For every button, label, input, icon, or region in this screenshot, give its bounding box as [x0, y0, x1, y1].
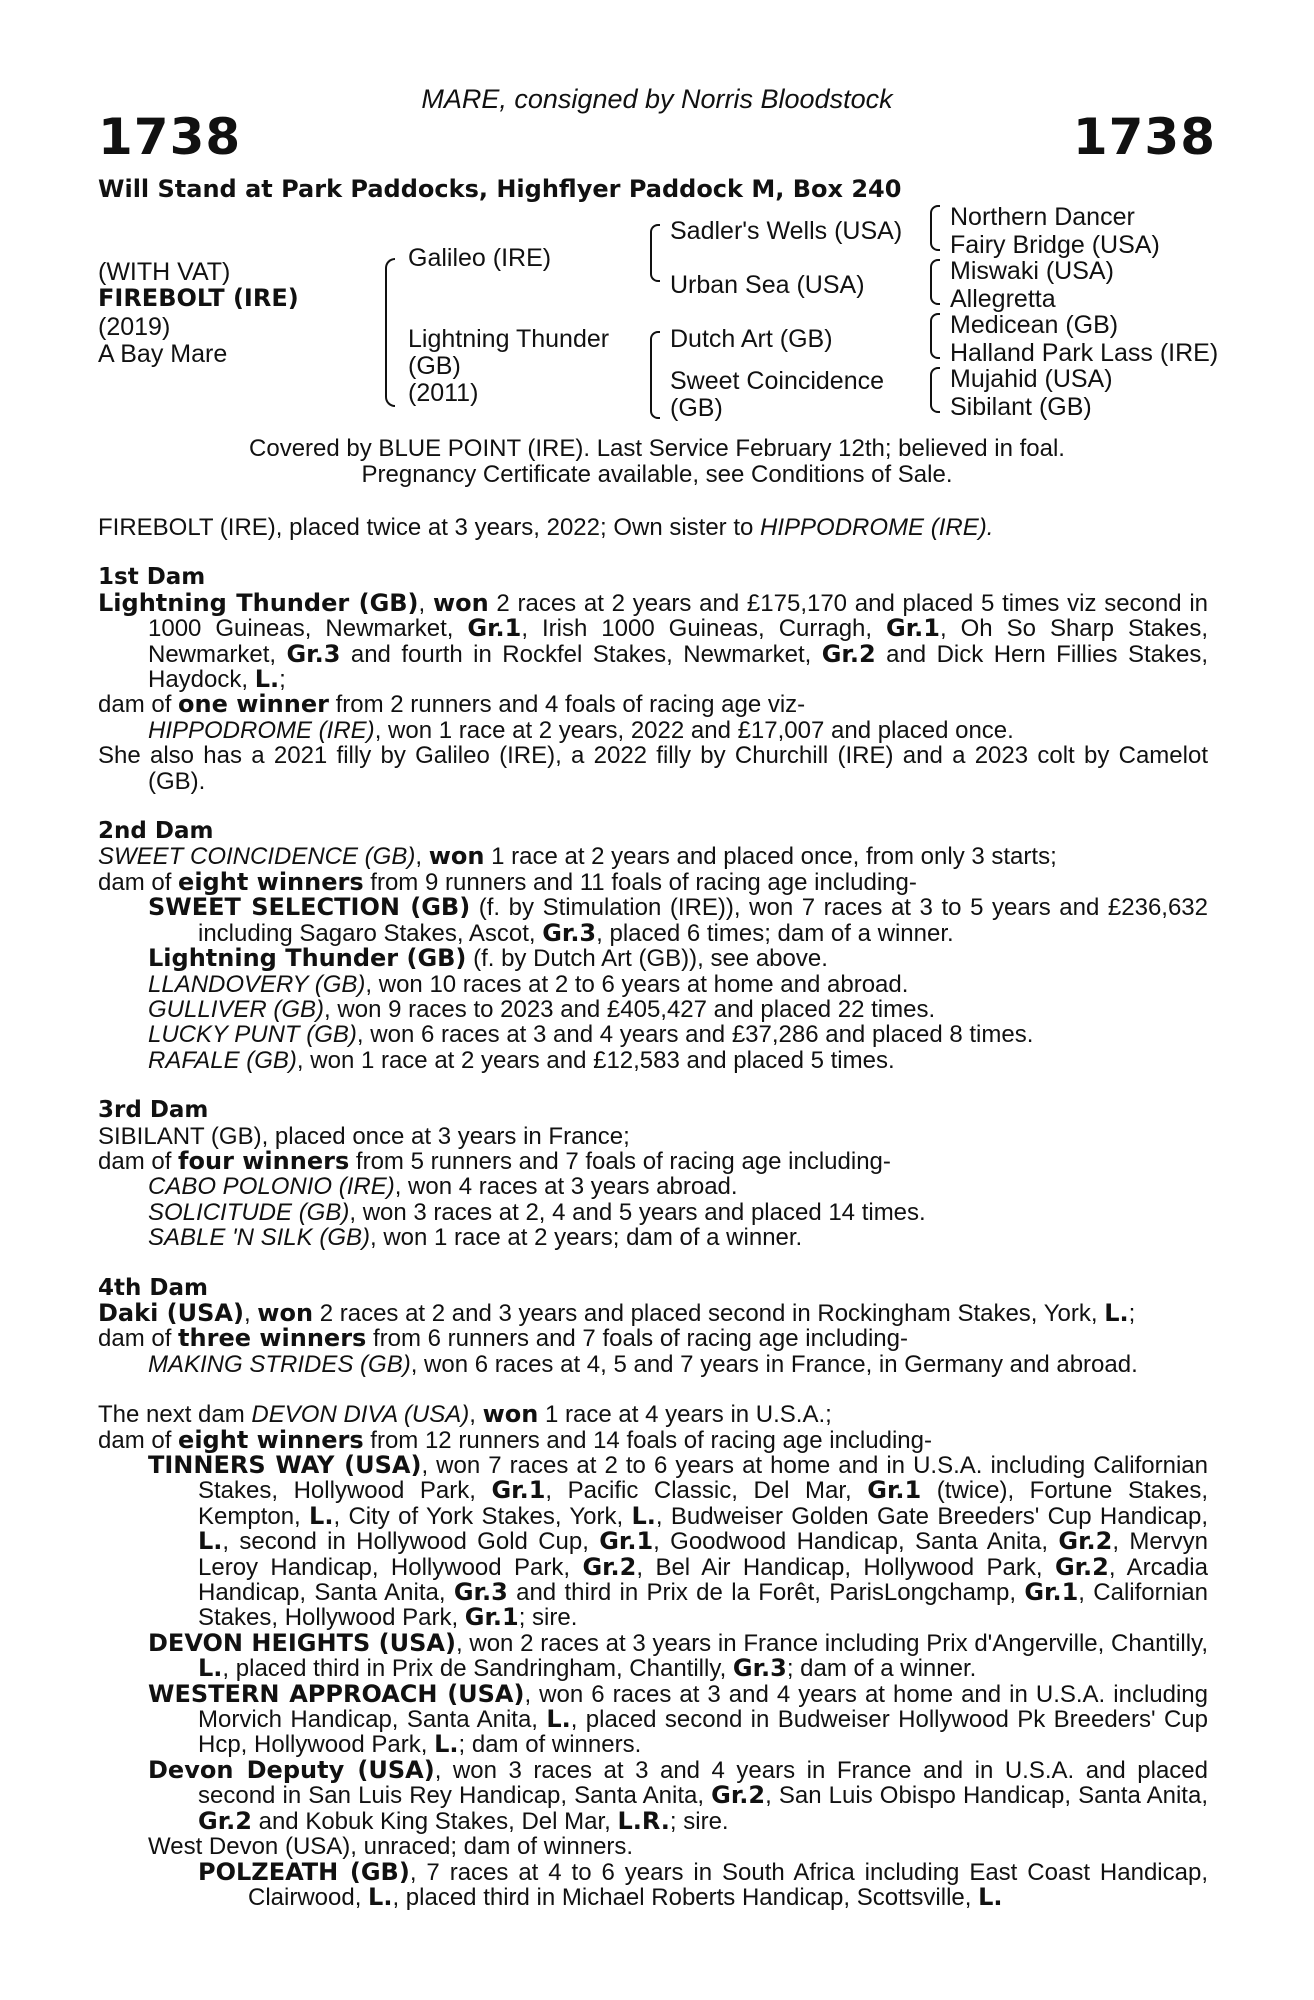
next-dam-progeny: WESTERN APPROACH (USA), won 6 races at 3 and 4 years at home and in U.S.A. including Morvich Handicap, Santa Anita, L., placed second in Budweiser Hollywood Pk Breeders' Cup Hcp, Hollywood Park, L.; dam of winners. — [148, 1679, 1208, 1759]
dam-line1: Lightning Thunder — [408, 325, 610, 353]
pedigree-dds: Mujahid (USA) — [950, 365, 1113, 393]
second-dam-record: SWEET COINCIDENCE (GB), won 1 race at 2 years and placed once, from only 3 starts; — [98, 842, 1057, 871]
covered-line2: Pregnancy Certificate available, see Conditions of Sale. — [361, 461, 953, 488]
fourth-dam-record: Daki (USA), won 2 races at 2 and 3 years and placed second in Rockingham Stakes, York, L.; — [98, 1298, 1136, 1327]
brace-g3-1 — [930, 205, 940, 251]
brace-sire-dam — [385, 258, 395, 407]
brace-g3-2 — [930, 259, 940, 305]
fourth-dam-produce: dam of three winners from 6 runners and 7 foals of racing age including- — [98, 1324, 908, 1353]
next-dam-progeny: Devon Deputy (USA), won 3 races at 3 and 4 years in France and in U.S.A. and placed second in San Luis Rey Handicap, Santa Anita, Gr.2, San Luis Obispo Handicap, Santa Anita, Gr.2 and Kobuk King Stakes, Del Mar, L.R.; sire. — [148, 1755, 1209, 1835]
pedigree-ssd: Fairy Bridge (USA) — [950, 231, 1160, 259]
next-dam-produce: dam of eight winners from 12 runners and 14 foals of racing age including- — [98, 1425, 932, 1454]
pedigree-dss: Medicean (GB) — [950, 311, 1119, 339]
horse-name: FIREBOLT (IRE) — [98, 284, 299, 312]
brace-g3-4 — [930, 367, 940, 413]
horse-year: (2019) — [98, 313, 171, 341]
dam-dam-line2: (GB) — [670, 394, 723, 422]
first-dam-progeny: HIPPODROME (IRE), won 1 race at 2 years, 2022 and £17,007 and placed once. — [148, 716, 1014, 744]
third-dam-record: SIBILANT (GB), placed once at 3 years in France; — [98, 1122, 630, 1150]
sire-sire: Sadler's Wells (USA) — [670, 217, 903, 245]
next-dam-progeny: DEVON HEIGHTS (USA), won 2 races at 3 years in France including Prix d'Angerville, Chantilly, L., placed third in Prix de Sandringham, Chantilly, Gr.3; dam of a winner. — [148, 1628, 1208, 1683]
pedigree-dsd: Halland Park Lass (IRE) — [950, 339, 1219, 367]
covered-line1: Covered by BLUE POINT (IRE). Last Service February 12th; believed in foal. — [249, 435, 1065, 462]
horse-description: A Bay Mare — [98, 340, 228, 368]
sire: Galileo (IRE) — [408, 244, 552, 272]
next-dam-progeny: West Devon (USA), unraced; dam of winners. — [148, 1833, 634, 1861]
brace-g3-3 — [930, 313, 940, 359]
pedigree-sdd: Allegretta — [950, 285, 1056, 313]
third-dam-heading: 3rd Dam — [98, 1097, 209, 1124]
third-dam-progeny: SABLE 'N SILK (GB), won 1 race at 2 years; dam of a winner. — [148, 1224, 803, 1252]
second-dam-heading: 2nd Dam — [98, 818, 214, 845]
second-dam-progeny: GULLIVER (GB), won 9 races to 2023 and £405,427 and placed 22 times. — [148, 995, 936, 1023]
first-dam-heading: 1st Dam — [98, 564, 206, 591]
pedigree-sds: Miswaki (USA) — [950, 257, 1114, 285]
brace-dam-parents — [650, 331, 660, 419]
fourth-dam-progeny: MAKING STRIDES (GB), won 6 races at 4, 5 and 7 years in France, in Germany and abroad. — [148, 1350, 1138, 1378]
consignor-line: MARE, consigned by Norris Bloodstock — [421, 84, 893, 114]
dam-sire: Dutch Art (GB) — [670, 325, 833, 353]
second-dam-progeny: LUCKY PUNT (GB), won 6 races at 3 and 4 years and £37,286 and placed 8 times. — [148, 1021, 1034, 1049]
third-dam-progeny: CABO POLONIO (IRE), won 4 races at 3 years abroad. — [148, 1173, 738, 1201]
vat-note: (WITH VAT) — [98, 258, 231, 286]
lot-number-left: 1738 — [98, 108, 242, 166]
dam-dam-line1: Sweet Coincidence — [670, 367, 885, 395]
pedigree-ddd: Sibilant (GB) — [950, 393, 1092, 421]
catalogue-body — [98, 515, 1208, 1910]
second-dam-progeny: RAFALE (GB), won 1 race at 2 years and £12,583 and placed 5 times. — [148, 1046, 895, 1074]
dam-line3: (2011) — [408, 379, 479, 407]
first-dam-also: She also has a 2021 filly by Galileo (IRE), a 2022 filly by Churchill (IRE) and a 2023 colt by Camelot (GB). — [98, 742, 1208, 795]
second-dam-progeny: SWEET SELECTION (GB) (f. by Stimulation (IRE)), won 7 races at 3 to 5 years and £236,632 including Sagaro Stakes, Ascot, Gr.3, placed 6 times; dam of a winner. — [148, 893, 1209, 947]
second-dam-produce: dam of eight winners from 9 runners and 11 foals of racing age including- — [98, 867, 917, 896]
third-dam-progeny: SOLICITUDE (GB), won 3 races at 2, 4 and 5 years and placed 14 times. — [148, 1198, 926, 1226]
stand-location: Will Stand at Park Paddocks, Highflyer Paddock M, Box 240 — [98, 175, 902, 203]
sire-dam: Urban Sea (USA) — [670, 271, 865, 299]
lot-number-right: 1738 — [1072, 108, 1216, 166]
summary-line: FIREBOLT (IRE), placed twice at 3 years, 2022; Own sister to HIPPODROME (IRE). — [98, 514, 994, 541]
fourth-dam-heading: 4th Dam — [98, 1274, 208, 1301]
second-dam-progeny: LLANDOVERY (GB), won 10 races at 2 to 6 years at home and abroad. — [148, 970, 909, 998]
next-dam-record: The next dam DEVON DIVA (USA), won 1 race at 4 years in U.S.A.; — [98, 1400, 832, 1429]
next-dam-progeny: TINNERS WAY (USA), won 7 races at 2 to 6 years at home and in U.S.A. including Californian Stakes, Hollywood Park, Gr.1, Pacific Classic, Del Mar, Gr.1 (twice), Fortune Stakes, Kempton, L., City of York Stakes, York, L., Budweiser Golden Gate Breeders' Cup Handicap, L., second in Hollywood Gold Cup, Gr.1, Goodwood Handicap, Santa Anita, Gr.2, Mervyn Leroy Handicap, Hollywood Park, Gr.2, Bel Air Handicap, Hollywood Park, Gr.2, Arcadia Handicap, Santa Anita, Gr.3 and third in Prix de la Forêt, ParisLongchamp, Gr.1, Californian Stakes, Hollywood Park, Gr.1; sire. — [148, 1451, 1209, 1632]
second-dam-progeny: Lightning Thunder (GB) (f. by Dutch Art (GB)), see above. — [148, 944, 828, 973]
third-dam-produce: dam of four winners from 5 runners and 7 foals of racing age including- — [98, 1146, 891, 1175]
brace-sire-parents — [650, 224, 660, 282]
next-dam-grand-progeny: POLZEATH (GB), 7 races at 4 to 6 years in South Africa including East Coast Handicap, Clairwood, L., placed third in Michael Roberts Handicap, Scottsville, L. — [198, 1857, 1208, 1911]
dam-line2: (GB) — [408, 352, 461, 380]
first-dam-record: Lightning Thunder (GB), won 2 races at 2 years and £175,170 and placed 5 times viz second in 1000 Guineas, Newmarket, Gr.1, Irish 1000 Guineas, Curragh, Gr.1, Oh So Sharp Stakes, Newmarket, Gr.3 and fourth in Rockfel Stakes, Newmarket, Gr.2 and Dick Hern Fillies Stakes, Haydock, L.; — [98, 588, 1209, 694]
first-dam-produce: dam of one winner from 2 runners and 4 foals of racing age viz- — [98, 690, 806, 719]
pedigree-sss: Northern Dancer — [950, 203, 1135, 231]
